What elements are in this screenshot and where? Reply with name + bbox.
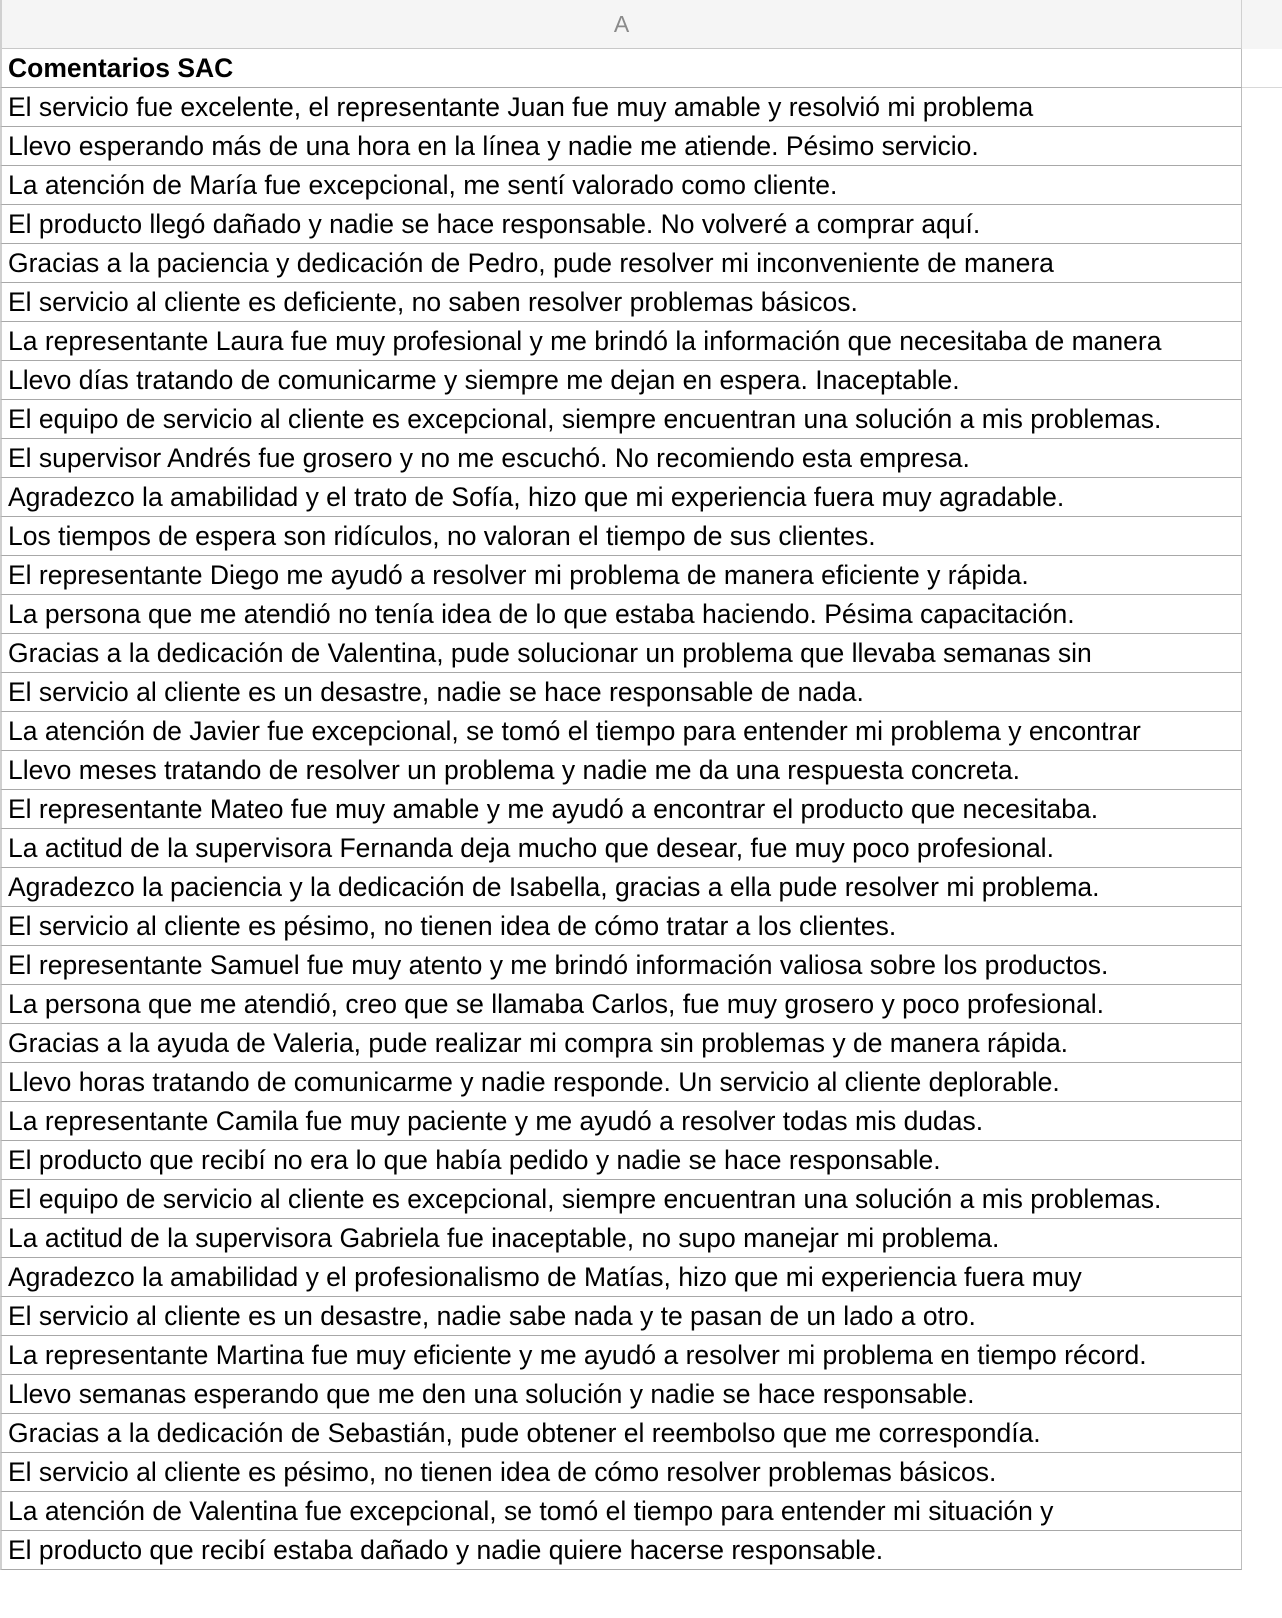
cell-a5[interactable]: El producto llegó dañado y nadie se hace responsable. No volveré a comprar aquí.	[0, 205, 1242, 244]
cell-a39[interactable]: El producto que recibí estaba dañado y nadie quiere hacerse responsable.	[0, 1531, 1242, 1570]
cell-a10[interactable]: El equipo de servicio al cliente es excepcional, siempre encuentran una solución a mis problemas.	[0, 400, 1242, 439]
column-header-empty	[1242, 0, 1282, 49]
header-cell[interactable]: Comentarios SAC	[0, 49, 1242, 88]
cell-a2[interactable]: El servicio fue excelente, el representante Juan fue muy amable y resolvió mi problema	[0, 88, 1242, 127]
cell-a6[interactable]: Gracias a la paciencia y dedicación de Pedro, pude resolver mi inconveniente de manera	[0, 244, 1242, 283]
cell-a13[interactable]: Los tiempos de espera son ridículos, no valoran el tiempo de sus clientes.	[0, 517, 1242, 556]
column-header-a[interactable]: A	[0, 0, 1242, 49]
cell-a27[interactable]: Llevo horas tratando de comunicarme y nadie responde. Un servicio al cliente deplorable.	[0, 1063, 1242, 1102]
cell-a14[interactable]: El representante Diego me ayudó a resolver mi problema de manera eficiente y rápida.	[0, 556, 1242, 595]
cell-a15[interactable]: La persona que me atendió no tenía idea de lo que estaba haciendo. Pésima capacitación.	[0, 595, 1242, 634]
grid-edge-line	[1242, 87, 1282, 88]
cell-a17[interactable]: El servicio al cliente es un desastre, nadie se hace responsable de nada.	[0, 673, 1242, 712]
cell-a11[interactable]: El supervisor Andrés fue grosero y no me escuchó. No recomiendo esta empresa.	[0, 439, 1242, 478]
cell-a22[interactable]: Agradezco la paciencia y la dedicación de Isabella, gracias a ella pude resolver mi problema.	[0, 868, 1242, 907]
cell-a29[interactable]: El producto que recibí no era lo que había pedido y nadie se hace responsable.	[0, 1141, 1242, 1180]
cell-a37[interactable]: El servicio al cliente es pésimo, no tienen idea de cómo resolver problemas básicos.	[0, 1453, 1242, 1492]
cell-a24[interactable]: El representante Samuel fue muy atento y me brindó información valiosa sobre los productos.	[0, 946, 1242, 985]
cell-a12[interactable]: Agradezco la amabilidad y el trato de Sofía, hizo que mi experiencia fuera muy agradable.	[0, 478, 1242, 517]
cell-a28[interactable]: La representante Camila fue muy paciente y me ayudó a resolver todas mis dudas.	[0, 1102, 1242, 1141]
cell-a20[interactable]: El representante Mateo fue muy amable y me ayudó a encontrar el producto que necesitaba.	[0, 790, 1242, 829]
cell-a18[interactable]: La atención de Javier fue excepcional, se tomó el tiempo para entender mi problema y encontrar	[0, 712, 1242, 751]
cell-a36[interactable]: Gracias a la dedicación de Sebastián, pude obtener el reembolso que me correspondía.	[0, 1414, 1242, 1453]
cell-a34[interactable]: La representante Martina fue muy eficiente y me ayudó a resolver mi problema en tiempo récord.	[0, 1336, 1242, 1375]
cell-a26[interactable]: Gracias a la ayuda de Valeria, pude realizar mi compra sin problemas y de manera rápida.	[0, 1024, 1242, 1063]
cell-a31[interactable]: La actitud de la supervisora Gabriela fue inaceptable, no supo manejar mi problema.	[0, 1219, 1242, 1258]
cell-a35[interactable]: Llevo semanas esperando que me den una solución y nadie se hace responsable.	[0, 1375, 1242, 1414]
cell-a3[interactable]: Llevo esperando más de una hora en la línea y nadie me atiende. Pésimo servicio.	[0, 127, 1242, 166]
cell-a8[interactable]: La representante Laura fue muy profesional y me brindó la información que necesitaba de manera	[0, 322, 1242, 361]
cell-column-a	[0, 49, 1242, 1570]
cell-a25[interactable]: La persona que me atendió, creo que se llamaba Carlos, fue muy grosero y poco profesional.	[0, 985, 1242, 1024]
cell-a4[interactable]: La atención de María fue excepcional, me sentí valorado como cliente.	[0, 166, 1242, 205]
column-header-bar	[0, 0, 1282, 49]
cell-a9[interactable]: Llevo días tratando de comunicarme y siempre me dejan en espera. Inaceptable.	[0, 361, 1242, 400]
cell-a21[interactable]: La actitud de la supervisora Fernanda deja mucho que desear, fue muy poco profesional.	[0, 829, 1242, 868]
cell-a7[interactable]: El servicio al cliente es deficiente, no saben resolver problemas básicos.	[0, 283, 1242, 322]
cell-a32[interactable]: Agradezco la amabilidad y el profesionalismo de Matías, hizo que mi experiencia fuera muy	[0, 1258, 1242, 1297]
cell-a38[interactable]: La atención de Valentina fue excepcional, se tomó el tiempo para entender mi situación y	[0, 1492, 1242, 1531]
cell-a23[interactable]: El servicio al cliente es pésimo, no tienen idea de cómo tratar a los clientes.	[0, 907, 1242, 946]
cell-a16[interactable]: Gracias a la dedicación de Valentina, pude solucionar un problema que llevaba semanas sin	[0, 634, 1242, 673]
cell-a19[interactable]: Llevo meses tratando de resolver un problema y nadie me da una respuesta concreta.	[0, 751, 1242, 790]
cell-a33[interactable]: El servicio al cliente es un desastre, nadie sabe nada y te pasan de un lado a otro.	[0, 1297, 1242, 1336]
cell-a30[interactable]: El equipo de servicio al cliente es excepcional, siempre encuentran una solución a mis problemas.	[0, 1180, 1242, 1219]
